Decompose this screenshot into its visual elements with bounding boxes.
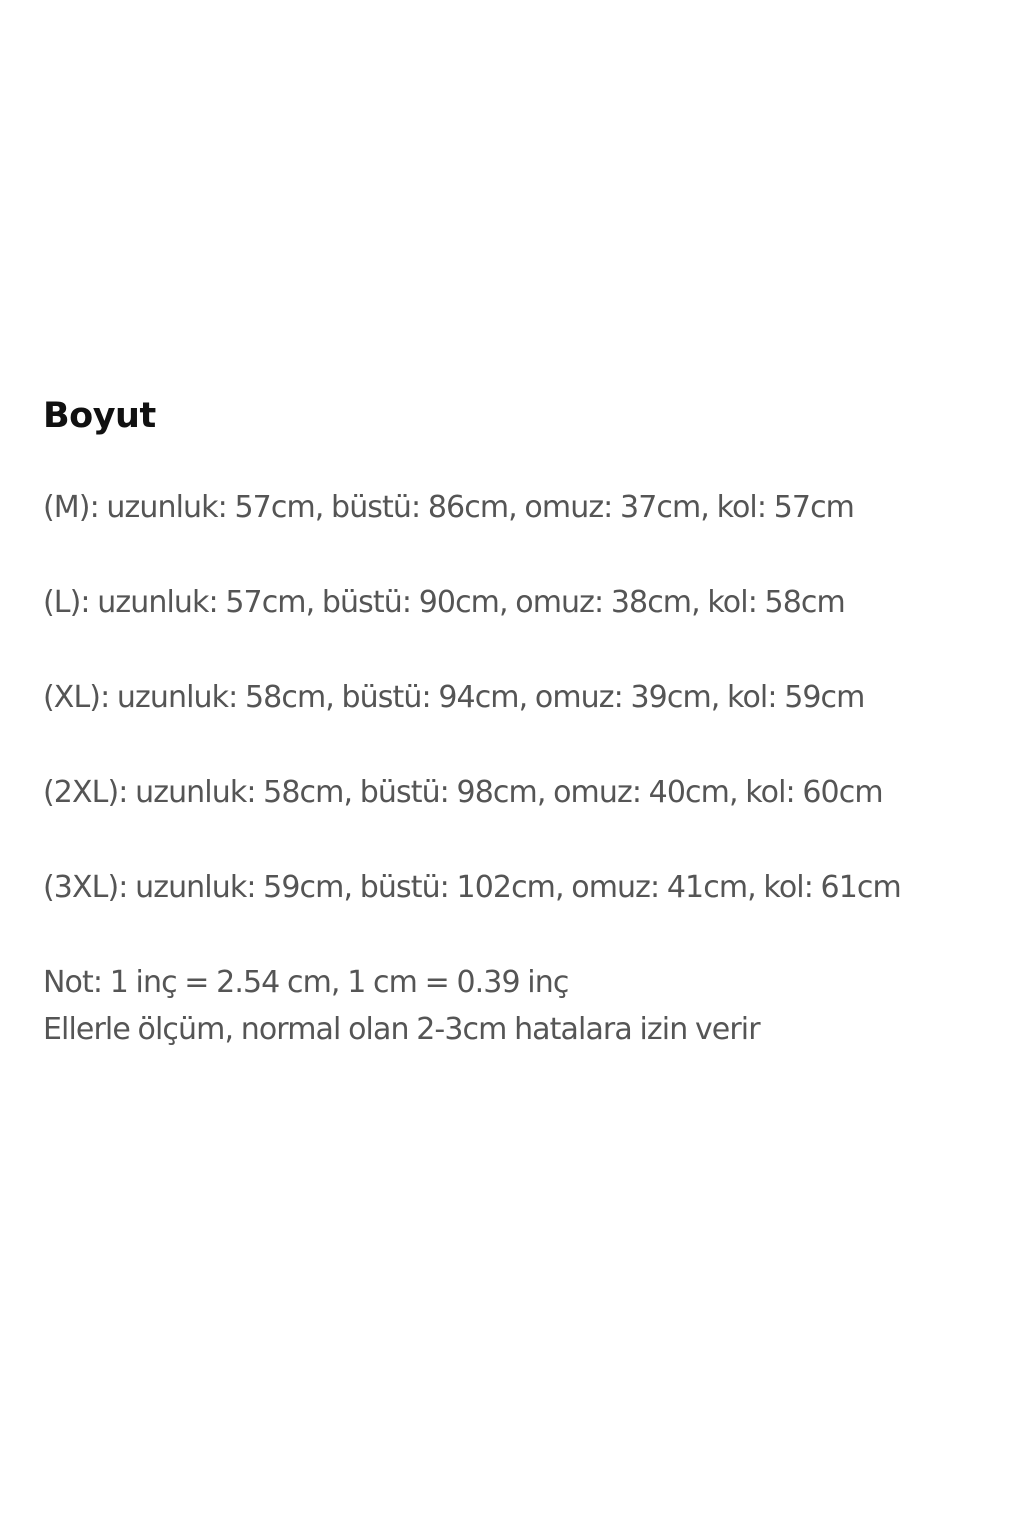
size-list [43, 484, 993, 911]
tolerance-note: Ellerle ölçüm, normal olan 2-3cm hatalara izin verir [43, 1012, 760, 1047]
page-title: Boyut [43, 396, 156, 436]
conversion-note: Not: 1 inç = 2.54 cm, 1 cm = 0.39 inç [43, 965, 569, 1000]
size-chart [43, 388, 993, 1053]
size-row-2xl: (2XL): uzunluk: 58cm, büstü: 98cm, omuz: 40cm, kol: 60cm [43, 775, 883, 810]
size-row-m: (M): uzunluk: 57cm, büstü: 86cm, omuz: 37cm, kol: 57cm [43, 490, 854, 525]
size-row-xl: (XL): uzunluk: 58cm, büstü: 94cm, omuz: 39cm, kol: 59cm [43, 680, 865, 715]
size-row-l: (L): uzunluk: 57cm, büstü: 90cm, omuz: 38cm, kol: 58cm [43, 585, 845, 620]
size-row-3xl: (3XL): uzunluk: 59cm, büstü: 102cm, omuz: 41cm, kol: 61cm [43, 870, 901, 905]
notes-section [43, 959, 993, 1053]
